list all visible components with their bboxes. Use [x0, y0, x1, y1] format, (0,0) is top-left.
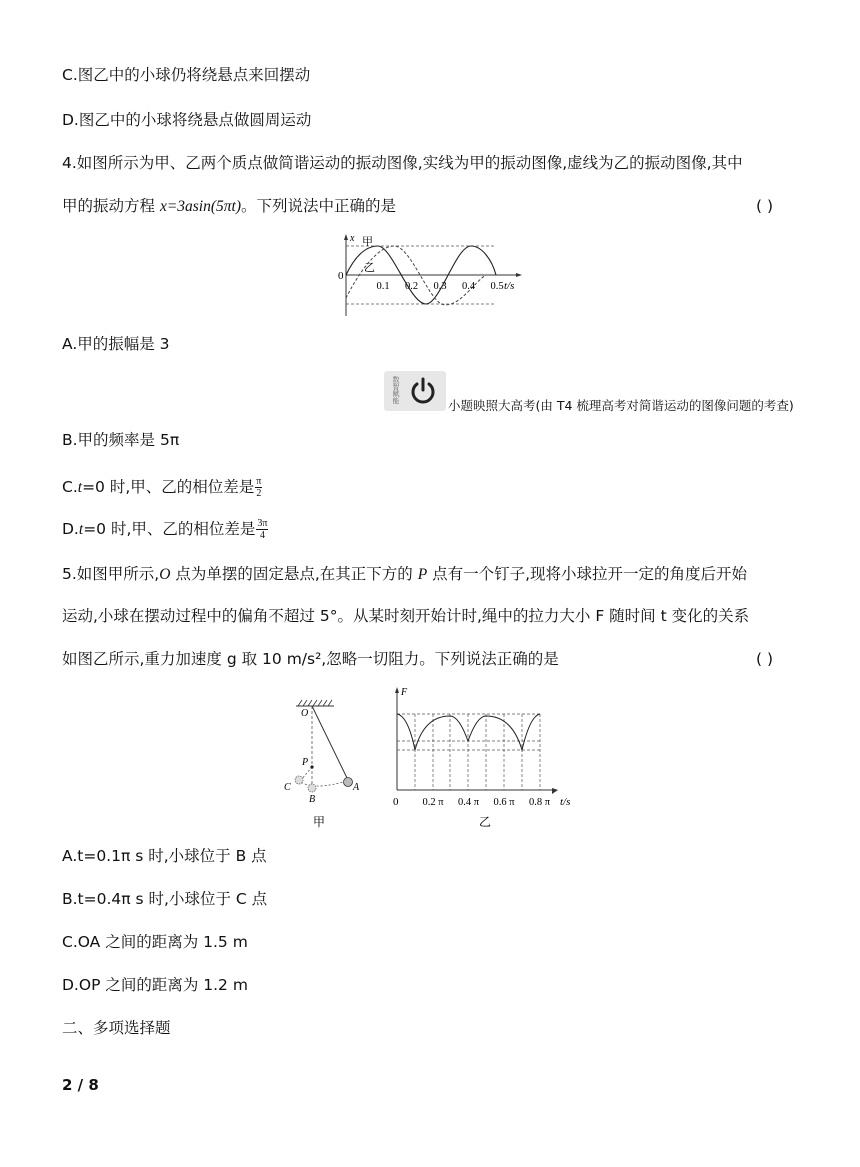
q4-tick-2: 0.3 [433, 281, 447, 292]
q4-stem-line1: 4.如图所示为甲、乙两个质点做简谐运动的振动图像,实线为甲的振动图像,虚线为乙的振动图像,其中 [62, 154, 743, 172]
f-label: F [401, 687, 408, 698]
q4-c-fraction [255, 476, 262, 499]
q4-tick-0: 0.1 [376, 281, 390, 292]
force-grid [397, 714, 540, 790]
q5-force-graph [388, 684, 588, 830]
label-a: A [353, 782, 360, 793]
q4-c-var: t [77, 479, 83, 496]
q5-var-o: O [159, 566, 171, 583]
q4-t-label: t/s [504, 280, 515, 292]
force-curve [397, 714, 540, 750]
q4-label-jia: 甲 [362, 236, 373, 248]
q4-x-arrow-icon [344, 234, 348, 240]
q4-d-var: t [78, 521, 84, 538]
q4-c-prefix: C. [62, 478, 78, 496]
q4-t-arrow-icon [516, 273, 522, 277]
q4-d-prefix: D. [62, 520, 79, 538]
caption-yi: 乙 [479, 815, 492, 829]
q4-origin: 0 [338, 270, 344, 282]
q5-answer-paren: ( ) [756, 650, 774, 668]
q3-option-d: D.图乙中的小球将绕悬点做圆周运动 [62, 111, 312, 129]
q4-d-den: 4 [259, 530, 265, 541]
q5-stem-line1 [62, 564, 747, 585]
q5-stem-line3: 如图乙所示,重力加速度 g 取 10 m/s²,忽略一切阻力。下列说法正确的是 [62, 650, 559, 668]
q4-stem-prefix: 甲的振动方程 [62, 197, 160, 215]
q4-vibration-graph [336, 232, 536, 318]
q4-c-text: =0 时,甲、乙的相位差是 [82, 478, 255, 496]
f-arrow-icon [395, 687, 399, 693]
q4-answer-paren: ( ) [756, 197, 774, 215]
ball-c [295, 776, 303, 784]
force-tick-1: 0.4 π [457, 797, 480, 808]
q5-option-a: A.t=0.1π s 时,小球位于 B 点 [62, 847, 267, 865]
q5-option-d: D.OP 之间的距离为 1.2 m [62, 976, 248, 994]
badge-note[interactable]: 小题映照大高考(由 T4 梳理高考对简谐运动的图像问题的考查) [448, 398, 794, 413]
q4-tick-3: 0.4 [461, 281, 476, 292]
q5-stem-a: 5.如图甲所示, [62, 565, 160, 583]
section-heading: 二、多项选择题 [62, 1019, 171, 1037]
label-b: B [309, 794, 316, 805]
q5-option-b: B.t=0.4π s 时,小球位于 C 点 [62, 890, 268, 908]
q4-c-num: π [256, 476, 262, 487]
q4-option-c [62, 476, 262, 499]
q4-equation: x=3asin(5πt) [159, 198, 242, 215]
swing-arc [298, 780, 350, 786]
q4-option-b: B.甲的频率是 5π [62, 431, 180, 449]
ceiling-hatch [298, 700, 332, 706]
q3-option-c: C.图乙中的小球仍将绕悬点来回摆动 [62, 66, 311, 84]
force-t-label: t/s [560, 796, 571, 808]
label-c: C [284, 782, 291, 793]
force-tick-2: 0.6 π [493, 797, 515, 808]
q4-d-num: 3π [257, 518, 268, 529]
q4-d-fraction [256, 518, 268, 541]
q5-stem-b: 点为单摆的固定悬点,在其正下方的 [170, 565, 418, 583]
q4-option-a: A.甲的振幅是 3 [62, 335, 170, 353]
force-tick-0: 0.2 π [422, 797, 444, 808]
q4-tick-1: 0.2 [404, 281, 419, 292]
power-icon[interactable] [408, 376, 438, 406]
nail-p [310, 765, 313, 768]
q4-option-d [62, 518, 268, 541]
q4-stem-line2 [62, 196, 396, 217]
t-arrow-icon [552, 788, 558, 794]
force-tick-labels [422, 797, 550, 808]
q4-tick-4: 0.5 [490, 281, 504, 292]
label-p: P [302, 757, 309, 768]
badge-label: 数智赋能 [392, 376, 400, 404]
digital-badge[interactable] [384, 371, 446, 411]
caption-jia: 甲 [313, 815, 326, 828]
label-o: O [301, 708, 309, 719]
page-number: 2 / 8 [62, 1076, 99, 1094]
ball-a [344, 778, 353, 787]
q5-stem-c: 点有一个钉子,现将小球拉开一定的角度后开始 [427, 565, 748, 583]
q4-tick-labels [376, 281, 503, 292]
pendulum-string [312, 706, 348, 780]
ball-b [308, 784, 316, 792]
force-tick-3: 0.8 π [528, 797, 551, 808]
q5-pendulum-figure [280, 696, 370, 828]
q5-stem-line2: 运动,小球在摆动过程中的偏角不超过 5°。从某时刻开始计时,绳中的拉力大小 F 随时间 t 变化的关系 [62, 607, 750, 625]
q5-var-p: P [417, 566, 428, 583]
q4-label-yi: 乙 [364, 262, 375, 274]
q4-stem-suffix: 。下列说法中正确的是 [241, 197, 397, 215]
q5-option-c: C.OA 之间的距离为 1.5 m [62, 933, 248, 951]
force-origin: 0 [393, 796, 399, 808]
q4-d-text: =0 时,甲、乙的相位差是 [83, 520, 256, 538]
q4-c-den: 2 [256, 488, 262, 499]
q4-x-label: x [350, 233, 355, 244]
